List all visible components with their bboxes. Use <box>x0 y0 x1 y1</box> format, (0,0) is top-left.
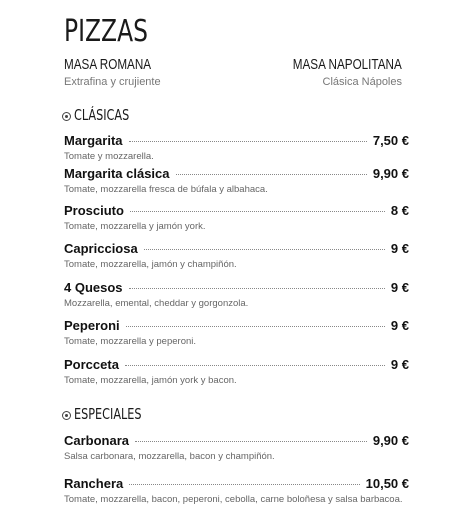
menu-item <box>64 433 409 463</box>
masa-subtitle: Clásica Nápoles <box>322 76 402 88</box>
menu-item <box>64 203 409 233</box>
item-description: Tomate, mozzarella, bacon, peperoni, cebolla, carne boloñesa y salsa barbacoa. <box>64 494 403 505</box>
item-description: Tomate, mozzarella, jamón y champiñón. <box>64 259 237 270</box>
dot-leader <box>135 441 367 442</box>
menu-item <box>64 280 409 310</box>
section-bullet-icon <box>62 112 71 121</box>
masa-name: MASA ROMANA <box>64 56 152 73</box>
item-name: Peperoni <box>64 318 120 333</box>
item-price: 9 € <box>390 357 409 372</box>
masa-romana <box>64 56 176 88</box>
item-description: Tomate, mozzarella y jamón york. <box>64 221 206 232</box>
item-name: Margarita <box>64 133 123 148</box>
item-description: Salsa carbonara, mozzarella, bacon y champiñón. <box>64 451 275 462</box>
item-name: Prosciuto <box>64 203 124 218</box>
section-label: ESPECIALES <box>74 405 142 423</box>
section-heading <box>62 405 164 423</box>
menu-item <box>64 357 409 387</box>
dot-leader <box>129 484 359 485</box>
dot-leader <box>129 288 385 289</box>
item-name: Capricciosa <box>64 241 138 256</box>
section-heading <box>62 106 148 124</box>
item-name: Porcceta <box>64 357 119 372</box>
dot-leader <box>126 326 385 327</box>
masa-name: MASA NAPOLITANA <box>292 56 402 73</box>
item-price: 9 € <box>390 318 409 333</box>
item-price: 7,50 € <box>372 133 409 148</box>
section-bullet-icon <box>62 411 71 420</box>
masa-napolitana <box>262 56 402 88</box>
item-price: 9 € <box>390 241 409 256</box>
page-title: PIZZAS <box>64 14 148 49</box>
item-name: Margarita clásica <box>64 166 170 181</box>
item-price: 9,90 € <box>372 166 409 181</box>
item-name: Carbonara <box>64 433 130 448</box>
dot-leader <box>125 365 385 366</box>
item-description: Tomate, mozzarella, jamón york y bacon. <box>64 375 237 386</box>
menu-item <box>64 476 409 506</box>
item-name: Ranchera <box>64 476 124 491</box>
item-price: 9 € <box>390 280 409 295</box>
item-price: 8 € <box>390 203 409 218</box>
dot-leader <box>130 211 385 212</box>
masa-subtitle: Extrafina y crujiente <box>64 76 161 88</box>
menu-item <box>64 166 409 196</box>
item-description: Tomate, mozzarella y peperoni. <box>64 336 197 347</box>
dot-leader <box>129 141 367 142</box>
item-name: 4 Quesos <box>64 280 123 295</box>
dot-leader <box>144 249 385 250</box>
item-description: Tomate y mozzarella. <box>64 151 154 162</box>
item-price: 9,90 € <box>372 433 409 448</box>
item-price: 10,50 € <box>365 476 409 491</box>
item-description: Tomate, mozzarella fresca de búfala y albahaca. <box>64 184 268 195</box>
menu-item <box>64 318 409 348</box>
menu-item <box>64 133 409 163</box>
dot-leader <box>176 174 367 175</box>
menu-item <box>64 241 409 271</box>
section-label: CLÁSICAS <box>74 106 130 124</box>
item-description: Mozzarella, emental, cheddar y gorgonzola. <box>64 298 249 309</box>
